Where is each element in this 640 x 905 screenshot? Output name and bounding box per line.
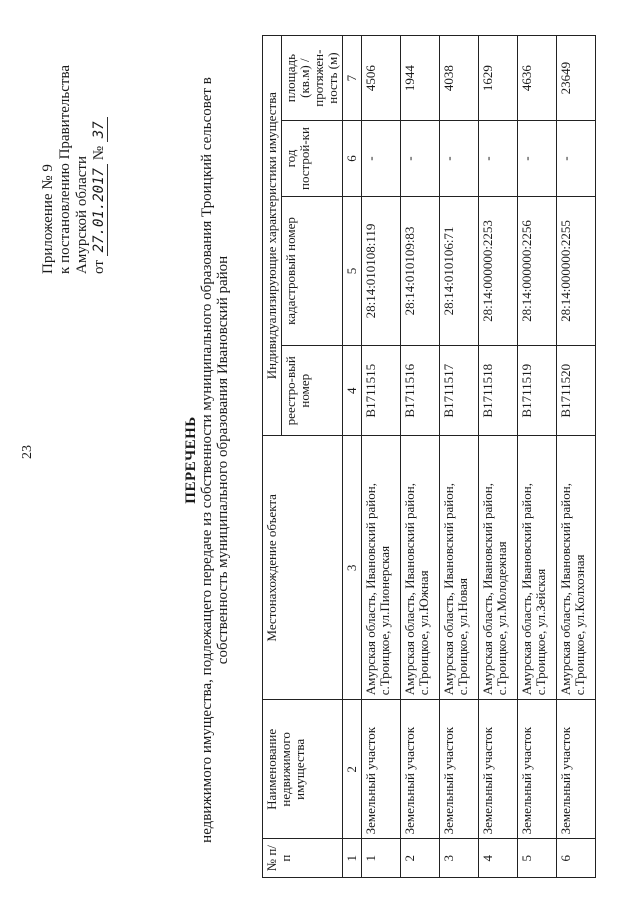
row-area: 4038: [440, 36, 479, 121]
column-number: 1: [343, 839, 362, 878]
header-area: площадь (кв.м) / протяжен-ность (м): [282, 36, 343, 121]
header-num: № п/п: [263, 839, 343, 878]
row-registry: B1711519: [518, 346, 557, 436]
rotated-content: [0, 30, 620, 890]
appendix-line-3: Амурской области: [74, 156, 90, 274]
title-heading: ПЕРЕЧЕНЬ: [183, 416, 199, 504]
row-cadastral: 28:14:010108:119: [362, 196, 401, 345]
row-num: 4: [479, 839, 518, 878]
row-cadastral: 28:14:000000:2255: [557, 196, 596, 345]
date-prefix: от: [91, 260, 107, 274]
header-row-1: [263, 36, 282, 878]
header-characteristics: Индивидуализирующие характеристики имущества: [263, 36, 282, 436]
row-name: Земельный участок: [518, 700, 557, 839]
row-num: 1: [362, 839, 401, 878]
appendix-date-line: [91, 65, 108, 274]
row-cadastral: 28:14:000000:2256: [518, 196, 557, 345]
column-number: 2: [343, 700, 362, 839]
row-location: Амурская область, Ивановский район, с.Троицкое, ул.Южная: [401, 436, 440, 700]
row-area: 23649: [557, 36, 596, 121]
row-year: -: [401, 121, 440, 197]
table-row: [518, 36, 557, 878]
row-name: Земельный участок: [479, 700, 518, 839]
row-cadastral: 28:14:000000:2253: [479, 196, 518, 345]
number-prefix: №: [91, 145, 107, 161]
row-area: 1944: [401, 36, 440, 121]
header-name: Наименование недвижимого имущества: [263, 700, 343, 839]
header-location: Местонахождение объекта: [263, 436, 343, 700]
row-registry: B1711517: [440, 346, 479, 436]
row-num: 5: [518, 839, 557, 878]
column-number: 6: [343, 121, 362, 197]
row-name: Земельный участок: [557, 700, 596, 839]
column-number: 4: [343, 346, 362, 436]
column-number: 3: [343, 436, 362, 700]
row-year: -: [479, 121, 518, 197]
row-area: 1629: [479, 36, 518, 121]
row-year: -: [362, 121, 401, 197]
title-text: недвижимого имущества, подлежащего передаче из собственности муниципального образования Троицкий сельсовет в собственность муниципального образования Ивановский район: [199, 77, 231, 843]
table-row: [440, 36, 479, 878]
table-row: [362, 36, 401, 878]
row-num: 2: [401, 839, 440, 878]
row-area: 4506: [362, 36, 401, 121]
appendix-line-1: Приложение № 9: [40, 164, 56, 274]
handwritten-date: 27.01.2017: [91, 164, 108, 256]
row-name: Земельный участок: [401, 700, 440, 839]
row-location: Амурская область, Ивановский район, с.Троицкое, ул.Зейская: [518, 436, 557, 700]
row-num: 6: [557, 839, 596, 878]
row-location: Амурская область, Ивановский район, с.Троицкое, ул.Новая: [440, 436, 479, 700]
column-number-row: [343, 36, 362, 878]
row-year: -: [518, 121, 557, 197]
handwritten-number: 37: [91, 117, 108, 142]
column-number: 7: [343, 36, 362, 121]
row-year: -: [440, 121, 479, 197]
row-registry: B1711516: [401, 346, 440, 436]
row-area: 4636: [518, 36, 557, 121]
row-location: Амурская область, Ивановский район, с.Троицкое, ул.Пионерская: [362, 436, 401, 700]
table-row: [401, 36, 440, 878]
row-registry: B1711518: [479, 346, 518, 436]
appendix-line-2: к постановлению Правительства: [57, 65, 73, 274]
row-location: Амурская область, Ивановский район, с.Троицкое, ул.Молодежная: [479, 436, 518, 700]
header-registry: реестро-вый номер: [282, 346, 343, 436]
page-number: 23: [20, 445, 35, 459]
header-year: год построй-ки: [282, 121, 343, 197]
appendix-block: [40, 65, 108, 274]
table-row: [557, 36, 596, 878]
column-number: 5: [343, 196, 362, 345]
row-name: Земельный участок: [362, 700, 401, 839]
row-num: 3: [440, 839, 479, 878]
row-cadastral: 28:14:010106:71: [440, 196, 479, 345]
row-registry: B1711515: [362, 346, 401, 436]
row-location: Амурская область, Ивановский район, с.Троицкое, ул.Колхозная: [557, 436, 596, 700]
table-row: [479, 36, 518, 878]
row-name: Земельный участок: [440, 700, 479, 839]
row-registry: B1711520: [557, 346, 596, 436]
row-year: -: [557, 121, 596, 197]
row-cadastral: 28:14:010109:83: [401, 196, 440, 345]
property-table: [262, 35, 596, 878]
header-cadastral: кадастровый номер: [282, 196, 343, 345]
document-title: [183, 50, 231, 870]
